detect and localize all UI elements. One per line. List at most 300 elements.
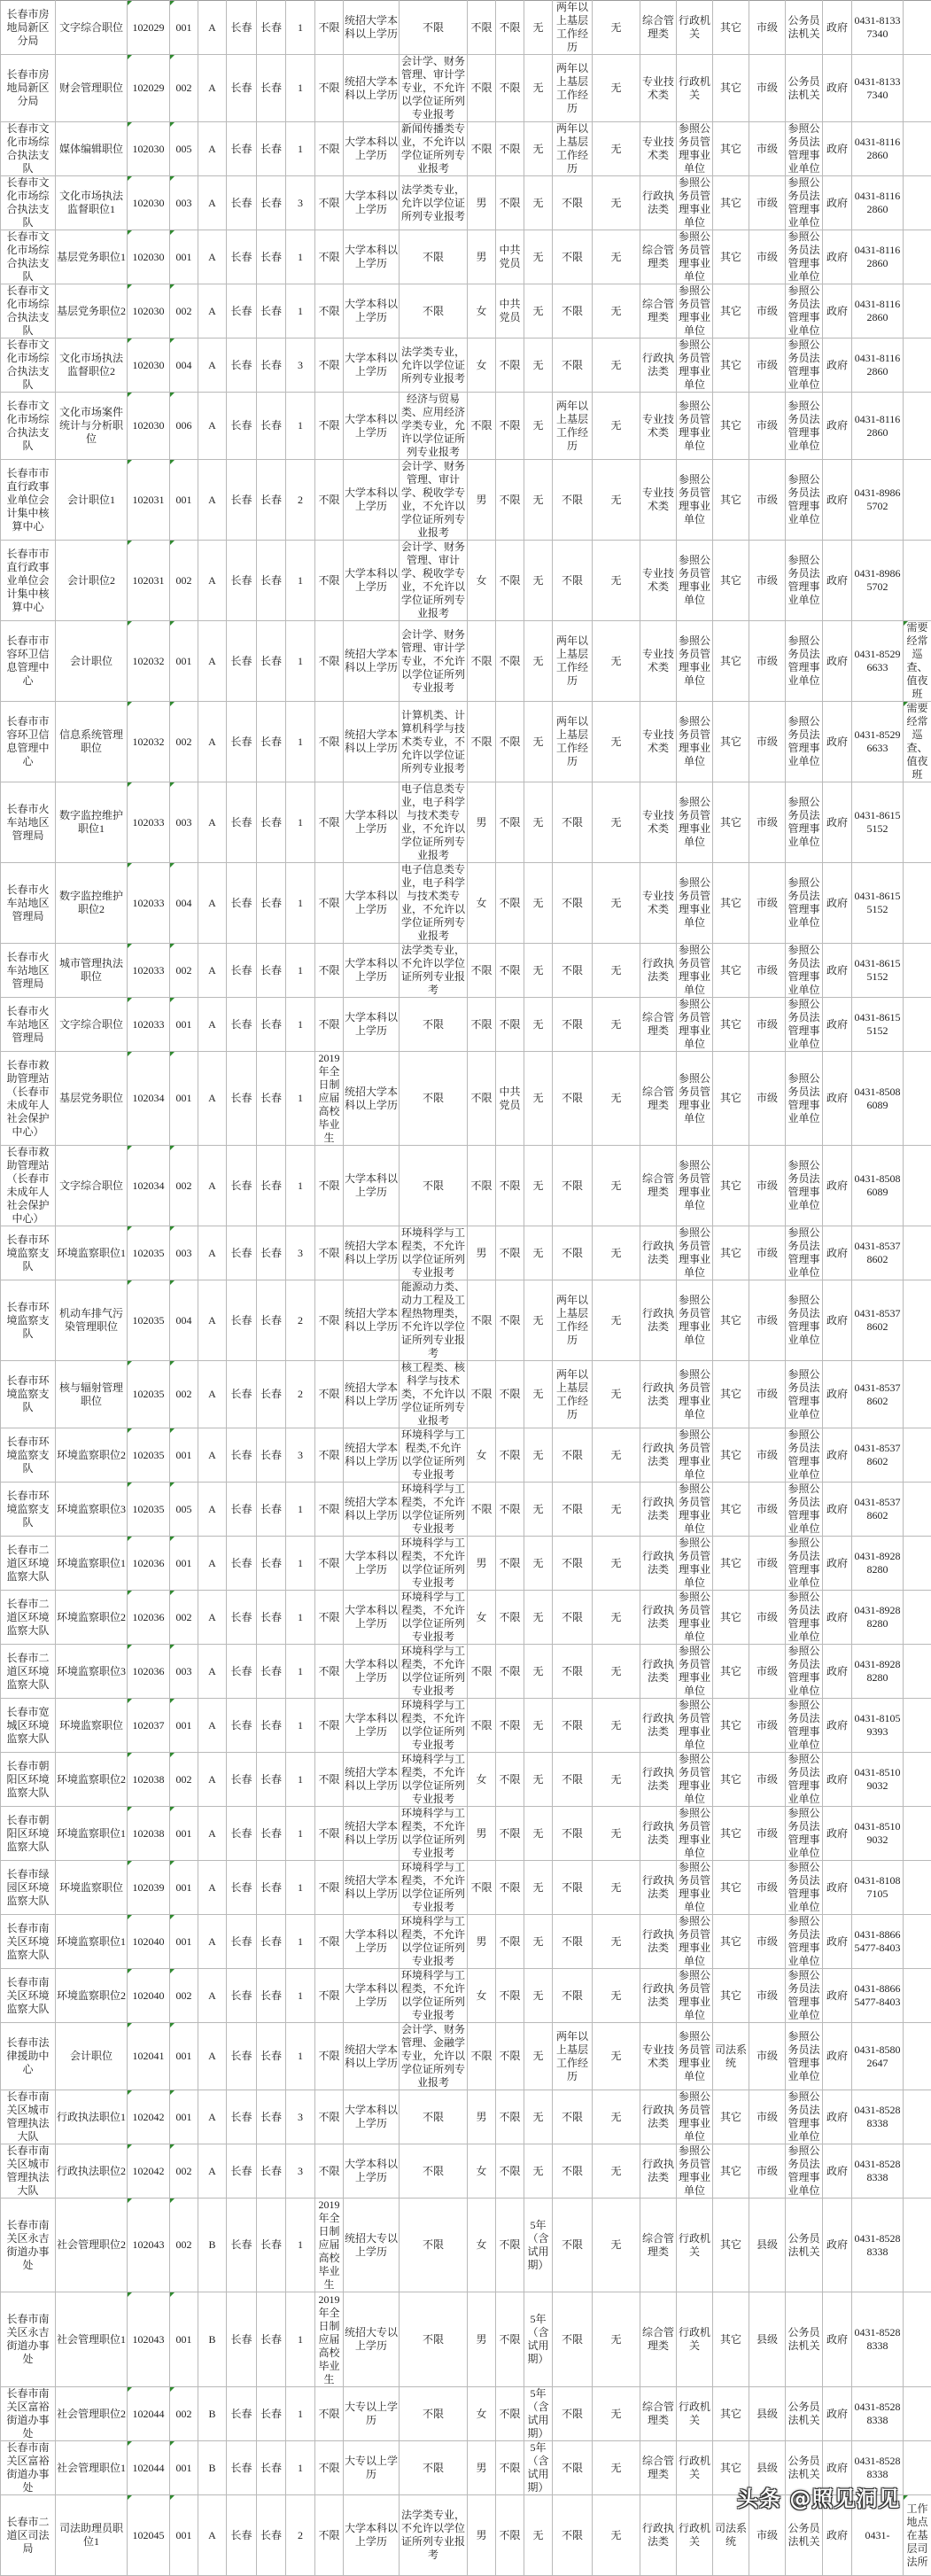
cell-other-requirements[interactable]: 无	[593, 541, 640, 621]
cell-age[interactable]: 不限	[315, 1537, 344, 1591]
cell-position-code[interactable]: 102030	[128, 284, 170, 339]
cell-system[interactable]: 其它	[713, 2387, 749, 2441]
cell-other-requirements[interactable]: 无	[593, 621, 640, 702]
cell-position-seq[interactable]: 001	[170, 2090, 198, 2144]
cell-political-status[interactable]: 不限	[496, 1807, 524, 1861]
cell-position-code[interactable]: 102034	[128, 1052, 170, 1146]
cell-government[interactable]: 政府	[823, 1915, 852, 1969]
cell-level[interactable]: 市级	[749, 1699, 786, 1753]
cell-major[interactable]: 会计学、财务管理、审计学、税收学专业，不允许以学位证所列专业报考	[400, 460, 468, 541]
cell-service-term[interactable]: 无	[524, 1645, 553, 1699]
cell-other-requirements[interactable]: 无	[593, 2495, 640, 2576]
cell-region2[interactable]: 长春	[257, 2495, 286, 2576]
cell-unit-nature[interactable]: 参照公务员管理事业单位	[677, 1861, 713, 1915]
cell-count[interactable]: 1	[286, 782, 315, 863]
cell-position-code[interactable]: 102031	[128, 460, 170, 541]
cell-level[interactable]: 市级	[749, 55, 786, 122]
cell-org-type[interactable]: 参照公务员法管理事业单位	[786, 2144, 823, 2199]
cell-unit-nature[interactable]: 参照公务员管理事业单位	[677, 393, 713, 460]
cell-position-seq[interactable]: 001	[170, 998, 198, 1052]
cell-grassroots-experience[interactable]: 不限	[553, 998, 593, 1052]
cell-political-status[interactable]: 不限	[496, 2199, 524, 2292]
cell-political-status[interactable]: 不限	[496, 2441, 524, 2495]
cell-region2[interactable]: 长春	[257, 1861, 286, 1915]
cell-position-category[interactable]: 行政执法类	[640, 176, 677, 230]
cell-unit-nature[interactable]: 参照公务员管理事业单位	[677, 1280, 713, 1361]
cell-unit[interactable]: 长春市二道区环境监察大队	[1, 1537, 56, 1591]
cell-position[interactable]: 环境监察职位2	[56, 1591, 128, 1645]
cell-position-category[interactable]: 行政执法类	[640, 1861, 677, 1915]
cell-phone[interactable]: 0431-85288338	[852, 2090, 904, 2144]
cell-level[interactable]: 市级	[749, 1428, 786, 1483]
cell-position-seq[interactable]: 002	[170, 55, 198, 122]
cell-position[interactable]: 基层党务职位	[56, 1052, 128, 1146]
cell-exam-category[interactable]: A	[198, 1052, 227, 1146]
cell-position[interactable]: 文化市场执法监督职位1	[56, 176, 128, 230]
cell-major[interactable]: 环境科学与工程类，不允许以学位证所列专业报考	[400, 1753, 468, 1807]
cell-level[interactable]: 市级	[749, 1483, 786, 1537]
cell-unit-nature[interactable]: 参照公务员管理事业单位	[677, 1052, 713, 1146]
cell-org-type[interactable]: 参照公务员法管理事业单位	[786, 702, 823, 782]
cell-political-status[interactable]: 不限	[496, 2023, 524, 2090]
cell-service-term[interactable]: 无	[524, 230, 553, 284]
cell-education[interactable]: 统招大学本科以上学历	[344, 1361, 400, 1428]
cell-level[interactable]: 市级	[749, 541, 786, 621]
cell-position-category[interactable]: 专业技术类	[640, 782, 677, 863]
cell-count[interactable]: 1	[286, 1969, 315, 2023]
cell-count[interactable]: 1	[286, 1146, 315, 1226]
cell-political-status[interactable]: 不限	[496, 702, 524, 782]
cell-position[interactable]: 会计职位1	[56, 460, 128, 541]
cell-unit[interactable]: 长春市文化市场综合执法支队	[1, 284, 56, 339]
cell-count[interactable]: 1	[286, 1537, 315, 1591]
cell-grassroots-experience[interactable]: 两年以上基层工作经历	[553, 702, 593, 782]
cell-count[interactable]: 1	[286, 1861, 315, 1915]
cell-other-requirements[interactable]: 无	[593, 2090, 640, 2144]
cell-region1[interactable]: 长春	[227, 1361, 257, 1428]
cell-gender[interactable]: 女	[468, 1591, 496, 1645]
cell-government[interactable]: 政府	[823, 1428, 852, 1483]
cell-unit[interactable]: 长春市房地局新区分局	[1, 1, 56, 55]
cell-service-term[interactable]: 无	[524, 541, 553, 621]
cell-other-requirements[interactable]: 无	[593, 1753, 640, 1807]
cell-unit-nature[interactable]: 参照公务员管理事业单位	[677, 1146, 713, 1226]
cell-age[interactable]: 不限	[315, 1, 344, 55]
cell-exam-category[interactable]: B	[198, 2292, 227, 2387]
cell-region1[interactable]: 长春	[227, 55, 257, 122]
cell-position[interactable]: 文化市场执法监督职位2	[56, 339, 128, 393]
cell-service-term[interactable]: 无	[524, 1, 553, 55]
cell-position-seq[interactable]: 005	[170, 1483, 198, 1537]
cell-other-requirements[interactable]: 无	[593, 1645, 640, 1699]
cell-phone[interactable]: 0431-85296633	[852, 702, 904, 782]
cell-position[interactable]: 社会管理职位2	[56, 2199, 128, 2292]
cell-remarks[interactable]	[904, 1361, 931, 1428]
cell-major[interactable]: 环境科学与工程类，不允许以学位证所列专业报考	[400, 1699, 468, 1753]
cell-count[interactable]: 1	[286, 2292, 315, 2387]
cell-exam-category[interactable]: A	[198, 1861, 227, 1915]
cell-remarks[interactable]	[904, 55, 931, 122]
cell-political-status[interactable]: 不限	[496, 1226, 524, 1280]
cell-political-status[interactable]: 不限	[496, 1, 524, 55]
cell-unit[interactable]: 长春市救助管理站（长春市未成年人社会保护中心）	[1, 1146, 56, 1226]
cell-gender[interactable]: 男	[468, 2441, 496, 2495]
cell-position[interactable]: 环境监察职位	[56, 1699, 128, 1753]
cell-region1[interactable]: 长春	[227, 1591, 257, 1645]
cell-phone[interactable]: 0431-85086089	[852, 1146, 904, 1226]
cell-grassroots-experience[interactable]: 不限	[553, 2090, 593, 2144]
cell-region2[interactable]: 长春	[257, 1969, 286, 2023]
cell-system[interactable]: 其它	[713, 339, 749, 393]
cell-age[interactable]: 不限	[315, 621, 344, 702]
cell-region1[interactable]: 长春	[227, 1, 257, 55]
cell-other-requirements[interactable]: 无	[593, 1915, 640, 1969]
cell-grassroots-experience[interactable]: 不限	[553, 1226, 593, 1280]
cell-gender[interactable]: 不限	[468, 1146, 496, 1226]
cell-major[interactable]: 环境科学与工程类，不允许以学位证所列专业报考	[400, 1861, 468, 1915]
cell-phone[interactable]: 0431-86155152	[852, 863, 904, 944]
cell-service-term[interactable]: 无	[524, 2144, 553, 2199]
cell-other-requirements[interactable]: 无	[593, 2387, 640, 2441]
cell-position-seq[interactable]: 001	[170, 2495, 198, 2576]
cell-level[interactable]: 市级	[749, 782, 786, 863]
cell-grassroots-experience[interactable]: 两年以上基层工作经历	[553, 621, 593, 702]
cell-other-requirements[interactable]: 无	[593, 1226, 640, 1280]
cell-political-status[interactable]: 不限	[496, 339, 524, 393]
cell-level[interactable]: 市级	[749, 863, 786, 944]
cell-count[interactable]: 1	[286, 1915, 315, 1969]
cell-count[interactable]: 1	[286, 998, 315, 1052]
cell-position-seq[interactable]: 005	[170, 122, 198, 176]
cell-exam-category[interactable]: A	[198, 944, 227, 998]
cell-position-category[interactable]: 行政执法类	[640, 1699, 677, 1753]
cell-other-requirements[interactable]: 无	[593, 1591, 640, 1645]
cell-exam-category[interactable]: A	[198, 176, 227, 230]
cell-unit[interactable]: 长春市南关区环境监察大队	[1, 1915, 56, 1969]
cell-government[interactable]: 政府	[823, 339, 852, 393]
cell-remarks[interactable]	[904, 1645, 931, 1699]
cell-education[interactable]: 统招大专以上学历	[344, 2292, 400, 2387]
cell-major[interactable]: 环境科学与工程类，不允许以学位证所列专业报考	[400, 1483, 468, 1537]
cell-phone[interactable]: 0431-89865702	[852, 541, 904, 621]
cell-org-type[interactable]: 参照公务员法管理事业单位	[786, 1969, 823, 2023]
cell-age[interactable]: 不限	[315, 1753, 344, 1807]
cell-unit-nature[interactable]: 参照公务员管理事业单位	[677, 460, 713, 541]
cell-position-category[interactable]: 行政执法类	[640, 1969, 677, 2023]
cell-position[interactable]: 数字监控维护职位1	[56, 782, 128, 863]
cell-region2[interactable]: 长春	[257, 782, 286, 863]
cell-grassroots-experience[interactable]: 不限	[553, 782, 593, 863]
cell-phone[interactable]: 0431-88665477-8403	[852, 1915, 904, 1969]
cell-other-requirements[interactable]: 无	[593, 1280, 640, 1361]
cell-age[interactable]: 不限	[315, 1591, 344, 1645]
cell-other-requirements[interactable]: 无	[593, 176, 640, 230]
cell-unit-nature[interactable]: 参照公务员管理事业单位	[677, 122, 713, 176]
cell-education[interactable]: 大学本科以上学历	[344, 1645, 400, 1699]
cell-position-category[interactable]: 专业技术类	[640, 55, 677, 122]
cell-political-status[interactable]: 不限	[496, 1361, 524, 1428]
cell-major[interactable]: 不限	[400, 2144, 468, 2199]
cell-unit-nature[interactable]: 参照公务员管理事业单位	[677, 1537, 713, 1591]
cell-system[interactable]: 其它	[713, 2441, 749, 2495]
cell-position-category[interactable]: 专业技术类	[640, 863, 677, 944]
cell-position-seq[interactable]: 004	[170, 1280, 198, 1361]
cell-grassroots-experience[interactable]: 不限	[553, 1591, 593, 1645]
cell-age[interactable]: 不限	[315, 393, 344, 460]
cell-grassroots-experience[interactable]: 不限	[553, 2441, 593, 2495]
cell-region2[interactable]: 长春	[257, 1807, 286, 1861]
cell-grassroots-experience[interactable]: 两年以上基层工作经历	[553, 55, 593, 122]
cell-org-type[interactable]: 参照公务员法管理事业单位	[786, 1052, 823, 1146]
cell-gender[interactable]: 男	[468, 1226, 496, 1280]
cell-gender[interactable]: 女	[468, 284, 496, 339]
cell-org-type[interactable]: 参照公务员法管理事业单位	[786, 998, 823, 1052]
cell-position-seq[interactable]: 003	[170, 176, 198, 230]
cell-position-category[interactable]: 行政执法类	[640, 1807, 677, 1861]
cell-service-term[interactable]: 无	[524, 621, 553, 702]
cell-service-term[interactable]: 5年（含试用期）	[524, 2199, 553, 2292]
cell-region1[interactable]: 长春	[227, 1645, 257, 1699]
cell-region1[interactable]: 长春	[227, 1807, 257, 1861]
cell-position[interactable]: 环境监察职位1	[56, 1807, 128, 1861]
cell-education[interactable]: 大学本科以上学历	[344, 1537, 400, 1591]
cell-unit-nature[interactable]: 参照公务员管理事业单位	[677, 1226, 713, 1280]
cell-service-term[interactable]: 无	[524, 1428, 553, 1483]
cell-government[interactable]: 政府	[823, 176, 852, 230]
cell-age[interactable]: 不限	[315, 1226, 344, 1280]
cell-level[interactable]: 市级	[749, 460, 786, 541]
cell-system[interactable]: 其它	[713, 2199, 749, 2292]
cell-position-category[interactable]: 行政执法类	[640, 2495, 677, 2576]
cell-grassroots-experience[interactable]: 不限	[553, 1969, 593, 2023]
cell-level[interactable]: 市级	[749, 702, 786, 782]
cell-remarks[interactable]	[904, 1146, 931, 1226]
cell-system[interactable]: 其它	[713, 393, 749, 460]
cell-position-code[interactable]: 102035	[128, 1483, 170, 1537]
cell-government[interactable]: 政府	[823, 1146, 852, 1226]
cell-count[interactable]: 2	[286, 460, 315, 541]
cell-count[interactable]: 1	[286, 2387, 315, 2441]
cell-position-category[interactable]: 行政执法类	[640, 1361, 677, 1428]
cell-position-category[interactable]: 行政执法类	[640, 1591, 677, 1645]
cell-position-code[interactable]: 102039	[128, 1861, 170, 1915]
cell-remarks[interactable]	[904, 2144, 931, 2199]
cell-org-type[interactable]: 参照公务员法管理事业单位	[786, 1483, 823, 1537]
cell-exam-category[interactable]: A	[198, 122, 227, 176]
cell-education[interactable]: 统招大学本科以上学历	[344, 1, 400, 55]
cell-position[interactable]: 核与辐射管理职位	[56, 1361, 128, 1428]
cell-system[interactable]: 其它	[713, 541, 749, 621]
cell-position-seq[interactable]: 002	[170, 1361, 198, 1428]
cell-grassroots-experience[interactable]: 不限	[553, 1915, 593, 1969]
cell-org-type[interactable]: 参照公务员法管理事业单位	[786, 1280, 823, 1361]
cell-grassroots-experience[interactable]: 不限	[553, 339, 593, 393]
cell-position[interactable]: 环境监察职位1	[56, 1226, 128, 1280]
cell-remarks[interactable]	[904, 284, 931, 339]
cell-education[interactable]: 大专以上学历	[344, 2387, 400, 2441]
cell-exam-category[interactable]: A	[198, 284, 227, 339]
cell-org-type[interactable]: 参照公务员法管理事业单位	[786, 1361, 823, 1428]
cell-count[interactable]: 1	[286, 230, 315, 284]
cell-region2[interactable]: 长春	[257, 1052, 286, 1146]
cell-system[interactable]: 其它	[713, 2090, 749, 2144]
cell-phone[interactable]: 0431-89865702	[852, 460, 904, 541]
cell-position-category[interactable]: 行政执法类	[640, 1645, 677, 1699]
cell-region2[interactable]: 长春	[257, 2144, 286, 2199]
cell-unit[interactable]: 长春市火车站地区管理局	[1, 863, 56, 944]
cell-phone[interactable]: 0431-81059393	[852, 1699, 904, 1753]
cell-position[interactable]: 司法助理员职位1	[56, 2495, 128, 2576]
cell-political-status[interactable]: 不限	[496, 2292, 524, 2387]
cell-org-type[interactable]: 参照公务员法管理事业单位	[786, 1428, 823, 1483]
cell-political-status[interactable]: 不限	[496, 1428, 524, 1483]
cell-position[interactable]: 环境监察职位3	[56, 1645, 128, 1699]
cell-system[interactable]: 其它	[713, 176, 749, 230]
cell-level[interactable]: 市级	[749, 2090, 786, 2144]
cell-major[interactable]: 电子信息类专业，电子科学与技术类专业，不允许以学位证所列专业报考	[400, 863, 468, 944]
cell-count[interactable]: 1	[286, 284, 315, 339]
cell-region2[interactable]: 长春	[257, 1915, 286, 1969]
cell-exam-category[interactable]: A	[198, 2495, 227, 2576]
cell-political-status[interactable]: 不限	[496, 122, 524, 176]
cell-grassroots-experience[interactable]: 不限	[553, 1428, 593, 1483]
cell-education[interactable]: 大学本科以上学历	[344, 230, 400, 284]
cell-exam-category[interactable]: A	[198, 541, 227, 621]
cell-gender[interactable]: 不限	[468, 621, 496, 702]
cell-government[interactable]: 政府	[823, 2144, 852, 2199]
cell-unit-nature[interactable]: 行政机关	[677, 2495, 713, 2576]
cell-major[interactable]: 不限	[400, 2387, 468, 2441]
cell-other-requirements[interactable]: 无	[593, 2199, 640, 2292]
cell-region1[interactable]: 长春	[227, 1280, 257, 1361]
cell-gender[interactable]: 女	[468, 2199, 496, 2292]
cell-count[interactable]: 2	[286, 1280, 315, 1361]
cell-government[interactable]: 政府	[823, 2292, 852, 2387]
cell-count[interactable]: 1	[286, 1483, 315, 1537]
cell-government[interactable]: 政府	[823, 541, 852, 621]
cell-phone[interactable]: 0431-81162860	[852, 284, 904, 339]
cell-region1[interactable]: 长春	[227, 339, 257, 393]
cell-position[interactable]: 社会管理职位1	[56, 2292, 128, 2387]
cell-age[interactable]: 不限	[315, 541, 344, 621]
cell-exam-category[interactable]: A	[198, 1915, 227, 1969]
cell-position-code[interactable]: 102042	[128, 2090, 170, 2144]
cell-unit-nature[interactable]: 参照公务员管理事业单位	[677, 2144, 713, 2199]
cell-service-term[interactable]: 无	[524, 1753, 553, 1807]
cell-age[interactable]: 不限	[315, 782, 344, 863]
cell-other-requirements[interactable]: 无	[593, 2441, 640, 2495]
cell-level[interactable]: 市级	[749, 621, 786, 702]
cell-phone[interactable]: 0431-85288338	[852, 2441, 904, 2495]
cell-position-category[interactable]: 综合管理类	[640, 230, 677, 284]
cell-unit[interactable]: 长春市文化市场综合执法支队	[1, 122, 56, 176]
cell-position[interactable]: 环境监察职位3	[56, 1483, 128, 1537]
cell-exam-category[interactable]: A	[198, 1361, 227, 1428]
cell-region2[interactable]: 长春	[257, 1428, 286, 1483]
cell-government[interactable]: 政府	[823, 1861, 852, 1915]
cell-org-type[interactable]: 公务员法机关	[786, 2495, 823, 2576]
cell-other-requirements[interactable]: 无	[593, 339, 640, 393]
cell-major[interactable]: 环境科学与工程类，不允许以学位证所列专业报考	[400, 1226, 468, 1280]
cell-region1[interactable]: 长春	[227, 1483, 257, 1537]
cell-service-term[interactable]: 无	[524, 1915, 553, 1969]
cell-service-term[interactable]: 无	[524, 55, 553, 122]
cell-remarks[interactable]	[904, 1915, 931, 1969]
cell-gender[interactable]: 不限	[468, 1361, 496, 1428]
cell-education[interactable]: 统招大专以上学历	[344, 2199, 400, 2292]
cell-government[interactable]: 政府	[823, 1, 852, 55]
cell-position-seq[interactable]: 003	[170, 1645, 198, 1699]
cell-government[interactable]: 政府	[823, 2387, 852, 2441]
cell-government[interactable]: 政府	[823, 2441, 852, 2495]
cell-system[interactable]: 其它	[713, 702, 749, 782]
cell-unit-nature[interactable]: 行政机关	[677, 2199, 713, 2292]
cell-service-term[interactable]: 无	[524, 1146, 553, 1226]
cell-other-requirements[interactable]: 无	[593, 1537, 640, 1591]
cell-region2[interactable]: 长春	[257, 2441, 286, 2495]
cell-phone[interactable]: 0431-88665477-8403	[852, 1969, 904, 2023]
cell-org-type[interactable]: 参照公务员法管理事业单位	[786, 1699, 823, 1753]
cell-system[interactable]: 其它	[713, 1052, 749, 1146]
cell-position[interactable]: 行政执法职位2	[56, 2144, 128, 2199]
cell-political-status[interactable]: 不限	[496, 1146, 524, 1226]
cell-org-type[interactable]: 参照公务员法管理事业单位	[786, 393, 823, 460]
cell-government[interactable]: 政府	[823, 55, 852, 122]
cell-count[interactable]: 1	[286, 1591, 315, 1645]
cell-remarks[interactable]: 需要经常巡查、值夜班	[904, 702, 931, 782]
cell-level[interactable]: 市级	[749, 1753, 786, 1807]
cell-exam-category[interactable]: A	[198, 1591, 227, 1645]
cell-exam-category[interactable]: A	[198, 393, 227, 460]
cell-region2[interactable]: 长春	[257, 460, 286, 541]
cell-region2[interactable]: 长春	[257, 1226, 286, 1280]
cell-position[interactable]: 环境监察职位2	[56, 1428, 128, 1483]
cell-org-type[interactable]: 参照公务员法管理事业单位	[786, 621, 823, 702]
cell-position[interactable]: 媒体编辑职位	[56, 122, 128, 176]
cell-education[interactable]: 统招大学本科以上学历	[344, 1052, 400, 1146]
cell-position-code[interactable]: 102036	[128, 1591, 170, 1645]
cell-gender[interactable]: 女	[468, 1753, 496, 1807]
cell-remarks[interactable]	[904, 863, 931, 944]
cell-other-requirements[interactable]: 无	[593, 1146, 640, 1226]
cell-unit[interactable]: 长春市南关区永吉街道办事处	[1, 2292, 56, 2387]
cell-exam-category[interactable]: A	[198, 1807, 227, 1861]
cell-age[interactable]: 不限	[315, 1280, 344, 1361]
cell-remarks[interactable]: 需要经常巡查、值夜班	[904, 621, 931, 702]
cell-gender[interactable]: 男	[468, 2292, 496, 2387]
cell-remarks[interactable]	[904, 460, 931, 541]
cell-unit[interactable]: 长春市法律援助中心	[1, 2023, 56, 2090]
cell-service-term[interactable]: 5年（含试用期）	[524, 2292, 553, 2387]
cell-unit-nature[interactable]: 参照公务员管理事业单位	[677, 1699, 713, 1753]
cell-service-term[interactable]: 无	[524, 339, 553, 393]
cell-count[interactable]: 1	[286, 1807, 315, 1861]
cell-phone[interactable]: 0431-85378602	[852, 1280, 904, 1361]
cell-level[interactable]: 市级	[749, 1, 786, 55]
cell-remarks[interactable]	[904, 2387, 931, 2441]
cell-grassroots-experience[interactable]: 两年以上基层工作经历	[553, 2023, 593, 2090]
cell-major[interactable]: 新闻传播类专业，不允许以学位证所列专业报考	[400, 122, 468, 176]
cell-position-seq[interactable]: 004	[170, 863, 198, 944]
cell-service-term[interactable]: 5年（含试用期）	[524, 2441, 553, 2495]
cell-position-seq[interactable]: 003	[170, 782, 198, 863]
cell-position-category[interactable]: 专业技术类	[640, 460, 677, 541]
cell-major[interactable]: 环境科学与工程类，不允许以学位证所列专业报考	[400, 1969, 468, 2023]
cell-position-code[interactable]: 102030	[128, 230, 170, 284]
cell-education[interactable]: 统招大学本科以上学历	[344, 702, 400, 782]
cell-service-term[interactable]: 无	[524, 2495, 553, 2576]
cell-region1[interactable]: 长春	[227, 2023, 257, 2090]
